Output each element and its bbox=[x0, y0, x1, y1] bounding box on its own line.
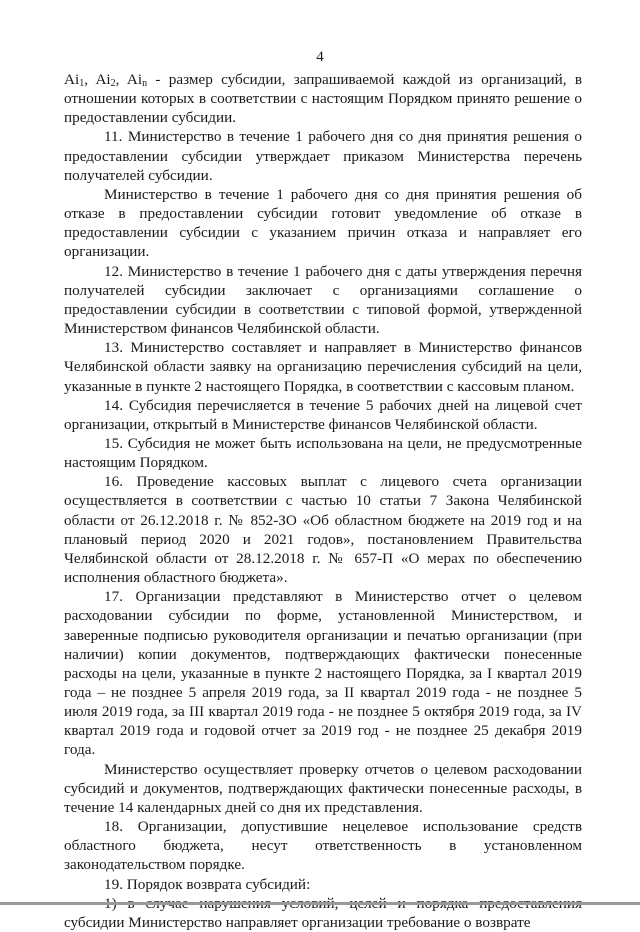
paragraph-19-item-1: субсидии Министерство направляет организации требование о возврате bbox=[64, 913, 531, 931]
formula-variable-ai1: Ai bbox=[64, 71, 80, 88]
paragraph-17-verification: Министерство осуществляет проверку отчетов о целевом расходовании субсидий и документов, подтверждающих фактически понесенные расходы, в течение 14 календарных дней со дня их представления. bbox=[64, 760, 582, 816]
formula-subscript-1: 1 bbox=[79, 78, 85, 89]
paragraph-19: 19. Порядок возврата субсидий: bbox=[104, 875, 311, 893]
paragraph-18: 18. Организации, допустившие нецелевое использование средств областного бюджета, несут ответственность в установленном законодательством порядке. bbox=[64, 818, 582, 874]
page-number: 4 bbox=[316, 49, 324, 65]
formula-separator: , bbox=[115, 71, 127, 88]
formula-separator: , bbox=[84, 71, 96, 88]
paragraph-16: 16. Проведение кассовых выплат с лицевого счета организации осуществляется в соответствии с частью 10 статьи 7 Закона Челябинской области от 26.12.2018 г. № 852-ЗО «Об областном бюджете на 2019 год и на плановый период 2020 и 2021 годов», постановлением Правительства Челябинской области от 28.12.2018 г. № 657-П «О мерах по обеспечению исполнения областного бюджета». bbox=[64, 473, 582, 587]
paragraph-14: 14. Субсидия перечисляется в течение 5 рабочих дней на лицевой счет организации, открытый в Министерстве финансов Челябинской области. bbox=[64, 396, 582, 433]
paragraph-11: 11. Министерство в течение 1 рабочего дня со дня принятия решения о предоставлении субсидии утверждает приказом Министерства перечень получателей субсидии. bbox=[64, 128, 582, 184]
formula-variable-ain: Ai bbox=[126, 71, 143, 88]
formula-legend-text: - размер субсидии, запрашиваемой каждой из организаций, в отношении которых в соответствии с настоящим Порядком принято решение о предоставлении субсидии. bbox=[64, 71, 582, 127]
paragraph-13: 13. Министерство составляет и направляет в Министерство финансов Челябинской области заявку на организацию перечисления субсидий на цели, указанные в пункте 2 настоящего Порядка, в соответствии с кассовым планом. bbox=[64, 339, 582, 395]
paragraph-11-refusal: Министерство в течение 1 рабочего дня со дня принятия решения об отказе в предоставлении субсидии готовит уведомление об отказе в предоставлении субсидии с указанием причин отказа и направляет его организации. bbox=[64, 185, 582, 261]
paragraph-17: 17. Организации представляют в Министерство отчет о целевом расходовании субсидии по форме, установленной Министерством, и заверенные подписью руководителя организации и печатью организации (при наличии) копии документов, подтверждающих фактически понесенные расходы на цели, указанные в пункте 2 настоящего Порядка, за I квартал 2019 года – не позднее 5 апреля 2019 года, за II квартал 2019 года - не позднее 5 июля 2019 года, за III квартал 2019 года - не позднее 5 октября 2019 года, за IV квартал 2019 года и годовой отчет за 2019 год - не позднее 25 декабря 2019 года. bbox=[64, 588, 582, 759]
formula-legend-paragraph bbox=[64, 70, 582, 127]
formula-subscript-n: n bbox=[142, 78, 148, 89]
paragraph-15: 15. Субсидия не может быть использована на цели, не предусмотренные настоящим Порядком. bbox=[64, 434, 582, 472]
formula-subscript-2: 2 bbox=[110, 78, 116, 89]
paragraph-12: 12. Министерство в течение 1 рабочего дня с даты утверждения перечня получателей субсидии заключает с организациями соглашение о предоставлении субсидии в соответствии с типовой формой, утвержденной Министерством финансов Челябинской области. bbox=[64, 262, 582, 338]
formula-variable-ai2: Ai bbox=[95, 71, 111, 88]
document-body bbox=[64, 70, 582, 932]
